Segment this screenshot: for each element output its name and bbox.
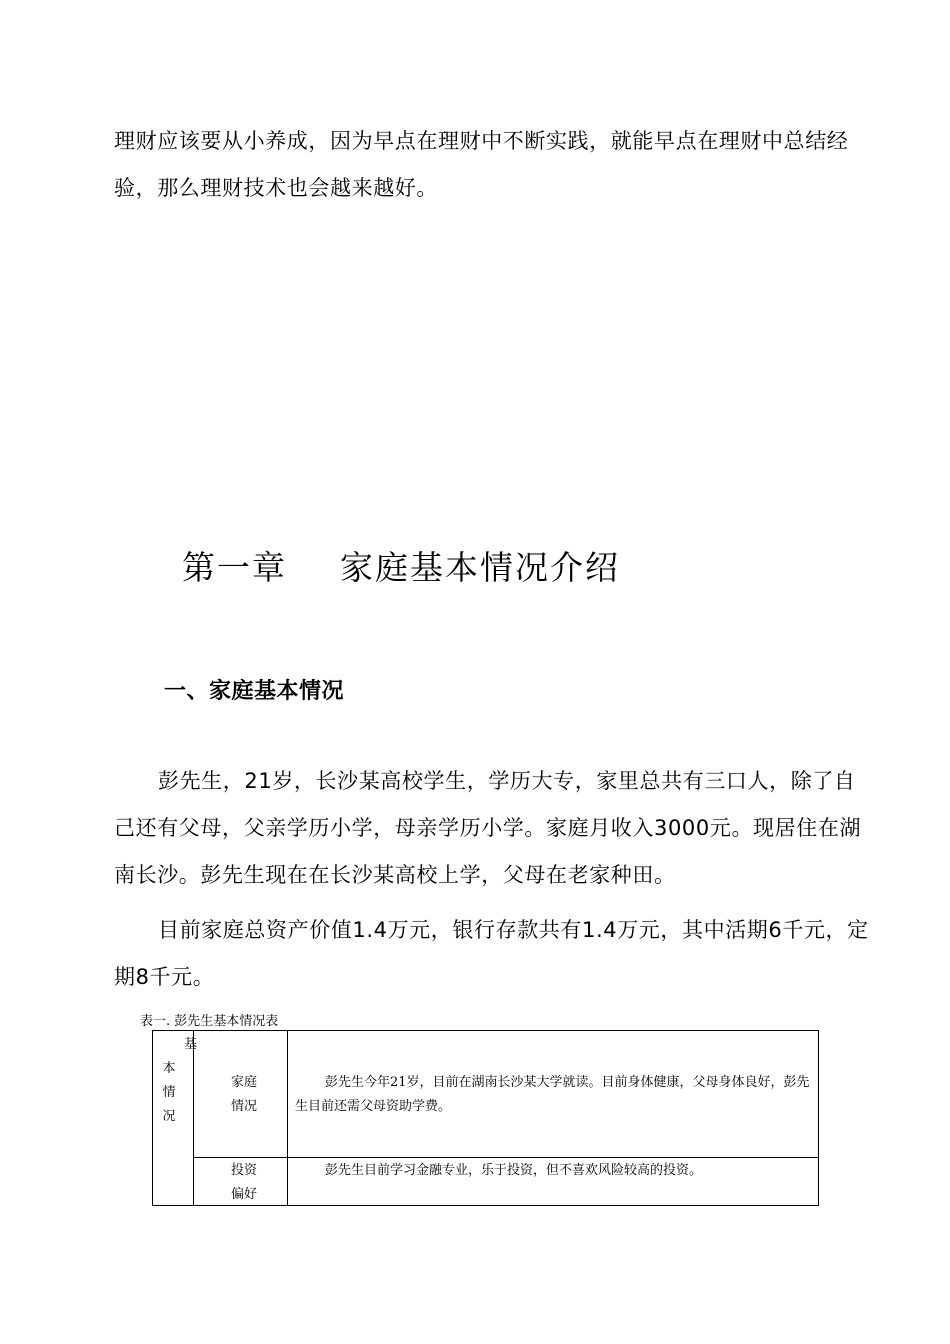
info-table <box>152 1030 819 1206</box>
chapter-title: 家庭基本情况介绍 <box>340 548 620 587</box>
table-header-char: 情 <box>162 1085 176 1100</box>
table-row-label <box>231 1071 257 1119</box>
table-row-divider <box>193 1157 818 1158</box>
table-row-content: 彭先生目前学习金融专业，乐于投资，但不喜欢风险较高的投资。 <box>325 1163 703 1178</box>
chapter-heading <box>182 542 620 589</box>
intro-paragraph: 理财应该要从小养成，因为早点在理财中不断实践，就能早点在理财中总结经验，那么理财技术也会越来越好。 <box>114 129 849 200</box>
table-header-top: 基 <box>184 1037 198 1052</box>
table-row-label-line: 情况 <box>231 1099 258 1114</box>
section-heading: 一、家庭基本情况 <box>164 679 345 704</box>
table-row-label-line: 家庭 <box>231 1075 258 1090</box>
table-header-char: 况 <box>162 1109 176 1124</box>
table-header-label <box>159 1057 179 1129</box>
table-row-content: 彭先生今年21岁，目前在湖南长沙某大学就读。目前身体健康，父母身体良好，彭先生目前还需父母资助学费。 <box>295 1075 810 1114</box>
table-header-char: 本 <box>162 1061 176 1076</box>
body-paragraph-1: 彭先生，21岁，长沙某高校学生，学历大专，家里总共有三口人，除了自己还有父母，父亲学历小学，母亲学历小学。家庭月收入3000元。现居住在湖南长沙。彭先生现在在长沙某高校上学，父母在老家种田。 <box>114 769 862 887</box>
body-paragraph-2: 目前家庭总资产价值1.4万元，银行存款共有1.4万元，其中活期6千元，定期8千元。 <box>114 918 869 989</box>
table-row-label-line: 偏好 <box>231 1187 258 1202</box>
table-caption: 表一. 彭先生基本情况表 <box>140 1014 279 1029</box>
table-row-label-line: 投资 <box>231 1163 258 1178</box>
chapter-number: 第一章 <box>182 548 287 587</box>
table-divider <box>287 1031 288 1205</box>
table-divider <box>193 1031 194 1205</box>
table-row-label <box>231 1159 257 1207</box>
